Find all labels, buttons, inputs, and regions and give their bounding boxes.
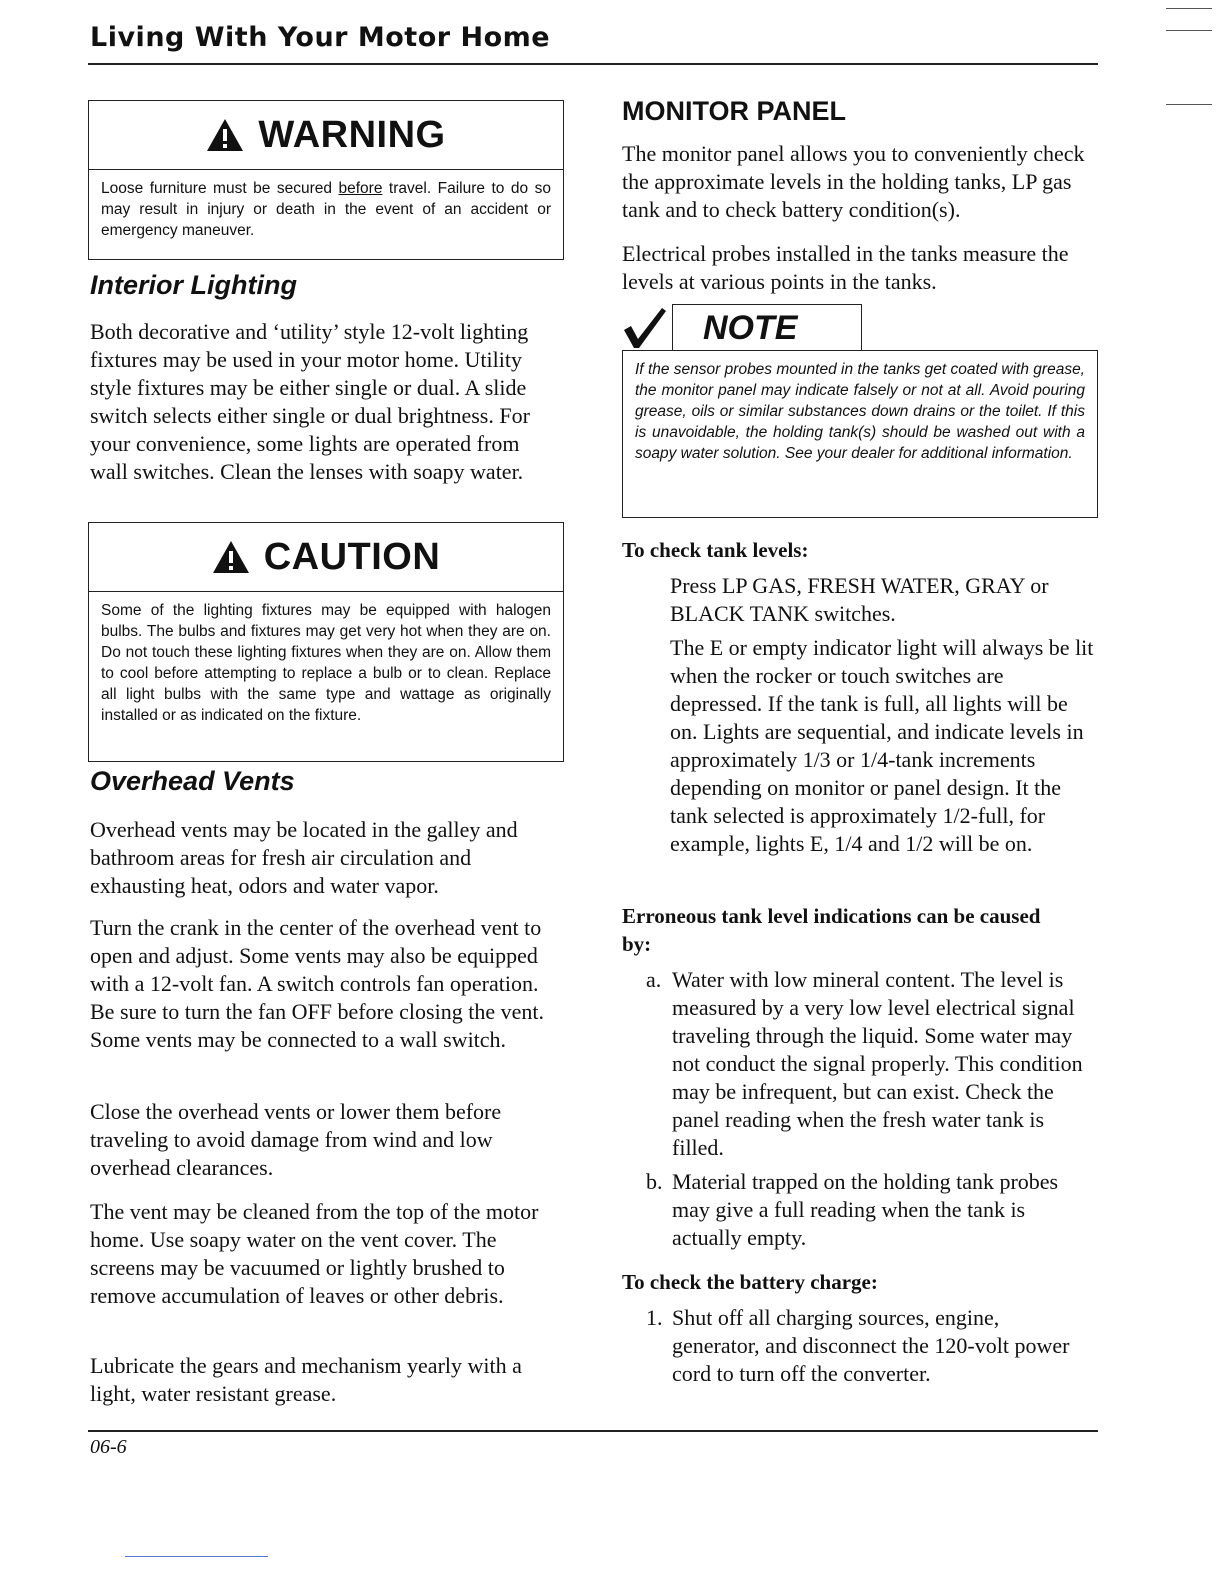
checkmark-icon xyxy=(622,306,668,350)
bottom-mark xyxy=(125,1556,268,1557)
interior-lighting-heading: Interior Lighting xyxy=(90,270,297,300)
tank-levels-heading: To check tank levels: xyxy=(622,538,809,562)
warning-text xyxy=(89,170,563,247)
note-title: NOTE xyxy=(672,304,862,350)
overhead-vents-paragraph: Turn the crank in the center of the overhead vent to open and adjust. Some vents may also be equipped with a 12-volt fan. A switch controls fan operation. Be sure to turn the fan OFF before closing the vent. Some vents may be connected to a wall switch. xyxy=(90,915,544,1052)
corner-mark xyxy=(1166,8,1212,9)
caution-box xyxy=(88,522,564,762)
warning-text-part: travel. Failure to do so may result in injury or death in the event of an accident or emergency maneuver. xyxy=(101,180,551,239)
overhead-vents-paragraph: Overhead vents may be located in the galley and bathroom areas for fresh air circulation and exhausting heat, odors and water vapor. xyxy=(90,817,518,898)
tank-levels-paragraph: Press LP GAS, FRESH WATER, GRAY or BLACK TANK switches. xyxy=(670,573,1049,626)
caution-text: Some of the lighting fixtures may be equipped with halogen bulbs. The bulbs and fixtures may get very hot when they are on. Do not touch these lighting fixtures when they are on. Allow them to cool before attempting to replace a bulb or to clean. Replace all light bulbs with the same type and wattage as originally installed or as indicated on the fixture. xyxy=(101,602,551,724)
warning-box xyxy=(88,100,564,260)
caution-triangle-icon xyxy=(212,540,250,574)
overhead-vents-paragraph: Close the overhead vents or lower them before traveling to avoid damage from wind and low overhead clearances. xyxy=(90,1099,502,1180)
page-number: 06-6 xyxy=(90,1436,127,1458)
list-item-text: Shut off all charging sources, engine, generator, and disconnect the 120-volt power cord to turn off the converter. xyxy=(672,1305,1070,1386)
warning-title-bar xyxy=(89,101,563,170)
list-marker: 1. xyxy=(646,1305,663,1330)
warning-text-part: Loose furniture must be secured xyxy=(101,180,339,197)
overhead-vents-paragraph: The vent may be cleaned from the top of the motor home. Use soapy water on the vent cover. The screens may be vacuumed or lightly brushed to remove accumulation of leaves or other debris. xyxy=(90,1199,539,1308)
overhead-vents-paragraph: Lubricate the gears and mechanism yearly with a light, water resistant grease. xyxy=(90,1353,522,1406)
erroneous-heading: Erroneous tank level indications can be caused by: xyxy=(622,904,1041,956)
overhead-vents-heading: Overhead Vents xyxy=(90,766,295,796)
corner-mark xyxy=(1166,30,1212,31)
monitor-panel-paragraph: The monitor panel allows you to conveniently check the approximate levels in the holding tanks, LP gas tank and to check battery condition(s). xyxy=(622,141,1085,222)
interior-lighting-paragraph: Both decorative and ‘utility’ style 12-volt lighting fixtures may be used in your motor home. Utility style fixtures may be either single or dual. A slide switch selects either single or dual brightness. For your convenience, some lights are operated from wall switches. Clean the lenses with soapy water. xyxy=(90,319,530,484)
warning-text-underlined: before xyxy=(338,180,383,197)
caution-title: CAUTION xyxy=(263,535,441,578)
header-rule xyxy=(88,63,1098,65)
warning-triangle-icon xyxy=(206,118,244,152)
page-header-title: Living With Your Motor Home xyxy=(90,22,551,53)
warning-title: WARNING xyxy=(258,113,446,156)
corner-mark xyxy=(1166,104,1212,105)
monitor-panel-heading: MONITOR PANEL xyxy=(622,96,847,126)
monitor-panel-paragraph: Electrical probes installed in the tanks measure the levels at various points in the tanks. xyxy=(622,241,1069,294)
list-marker: b. xyxy=(646,1169,663,1194)
list-item-text: Material trapped on the holding tank probes may give a full reading when the tank is actually empty. xyxy=(672,1169,1059,1250)
caution-title-bar xyxy=(89,523,563,592)
list-marker: a. xyxy=(646,967,662,992)
footer-rule xyxy=(88,1430,1098,1432)
battery-heading: To check the battery charge: xyxy=(622,1270,878,1294)
list-item-text: Water with low mineral content. The level is measured by a very low level electrical signal traveling through the liquid. Some water may not conduct the signal properly. This condition may be infrequent, but can exist. Check the panel reading when the fresh water tank is filled. xyxy=(672,967,1083,1160)
note-text: If the sensor probes mounted in the tanks get coated with grease, the monitor panel may indicate falsely or not at all. Avoid pouring grease, oils or similar substances down drains or the toilet. If this is unavoidable, the holding tank(s) should be washed out with a soapy water solution. See your dealer for additional information. xyxy=(622,350,1098,518)
tank-levels-paragraph: The E or empty indicator light will always be lit when the rocker or touch switches are depressed. If the tank is full, all lights will be on. Lights are sequential, and indicate levels in approximately 1/3 or 1/4-tank increments depending on monitor or panel design. It the tank selected is approximately 1/2-full, for example, lights E, 1/4 and 1/2 will be on. xyxy=(670,635,1094,856)
